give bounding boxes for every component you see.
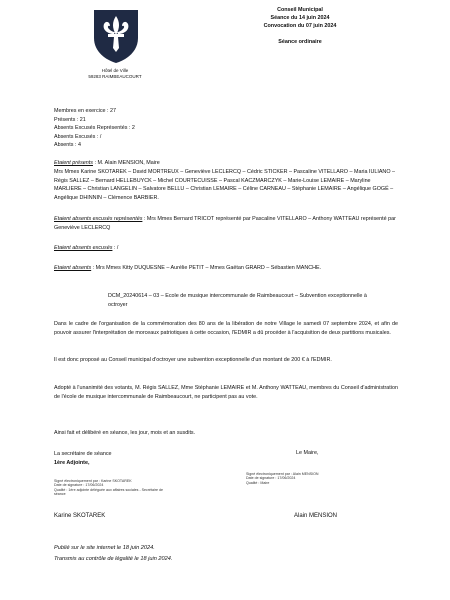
count-absent-excused: Absents Excusés : /	[54, 133, 102, 140]
absents-text: : Mrs Mmes Kitty DUQUESNE – Aurélie PETIT – Mmes Gaëtan GRARD – Sébastien MANCHE.	[91, 265, 322, 271]
absents-represented-label: Etaient absents excusés représentés	[54, 216, 143, 222]
absents-represented-section	[54, 215, 398, 233]
session-type: Séance ordinaire	[278, 39, 322, 45]
deliberation-subject: DCM_20240614 – 03 – Ecole de musique intercommunale de Raimbeaucourt – Subvention exceptionnelle à octroyer	[108, 293, 367, 308]
presents-mayor: : M. Alain MENSION, Maire	[92, 160, 160, 166]
meeting-header	[232, 6, 368, 46]
mayor-signed-date: Date de signature : 17/06/2024	[246, 476, 296, 481]
absents-excused-text: : /	[112, 245, 119, 251]
presents-list: Mrs Mmes Karine SKOTAREK – David MORTREUX – Geneviève LECLERCQ – Cédric STICKER – Pascaline VITELLARO – Maria IULIANO – Régis SALLEZ – Bernard HELLEBUYCK – Michel COURTECUISSE – Pascal KACZMARCZYK – Marie-Louise LEMAIRE – Maryline MARLIERE – Christian LANGELIN – Salvatore BELLU – Christian LEMAIRE – Céline CARNEAU – Stéphanie LEMAIRE – Angélique GOGÉ – Angélique DHINNIN – Clémence BARBIER.	[54, 168, 396, 202]
absents-represented-text: : Mrs Mmes Bernard TRICOT représenté par Pascaline VITELLARO – Anthony WATTEAU représenté par Geneviève LECLERCQ	[54, 216, 396, 231]
town-hall-label: Hôtel de Ville	[101, 68, 129, 73]
council-title: Conseil Municipal	[277, 7, 323, 13]
publication-footer	[54, 543, 172, 565]
logo-caption	[60, 68, 170, 80]
mayor-title: Le Maire,	[296, 450, 319, 456]
secretary-signature-block	[54, 450, 112, 467]
attendance-counts	[54, 107, 135, 150]
absents-excused-section	[54, 244, 398, 253]
town-crest-logo	[92, 8, 140, 64]
presents-label: Etaient présents	[54, 160, 93, 166]
secretary-title: La secrétaire de séance	[54, 451, 112, 457]
secretary-signed-date: Date de signature : 17/06/2024	[54, 483, 104, 488]
count-absent: Absents : 4	[54, 142, 81, 149]
session-date: Séance du 14 juin 2024	[270, 15, 330, 21]
absents-section	[54, 264, 398, 273]
count-absent-represented: Absents Excusés Représentés : 2	[54, 125, 135, 132]
count-present: Présents : 21	[54, 116, 86, 123]
absents-excused-label: Etaient absents excusés	[54, 245, 113, 251]
mayor-name: Alain MENSION	[294, 513, 338, 519]
secretary-signed-quality: Qualité : 1ère adjointe déléguée aux affaires sociales - Secrétaire de séance	[54, 487, 164, 497]
secretary-signed-by: Signé électroniquement par : Karine SKOTAREK	[54, 479, 132, 483]
presents-section	[54, 159, 398, 203]
convocation-date: Convocation du 07 juin 2024	[263, 23, 337, 29]
paragraph-vote: Adopté à l'unanimité des votants, M. Régis SALLEZ, Mme Stéphanie LEMAIRE et M. Anthony WATTEAU, membres du Conseil d'administration de l'école de musique intercommunale de Raimbeaucourt, ne participent pas au vote.	[54, 385, 398, 400]
paragraph-closing: Ainsi fait et délibéré en séance, les jour, mois et an susdits.	[54, 430, 196, 436]
paragraph-context: Dans le cadre de l'organisation de la commémoration des 80 ans de la libération de notre Village le samedi 07 septembre 2024, et afin de pouvoir assurer l'interprétation de morceaux patriotiques à cette occasion, l'EDMIR a dû procéder à l'acquisition de deux partitions musicales.	[54, 321, 398, 336]
absents-label: Etaient absents	[54, 265, 92, 271]
town-address-label: 59283 RAIMBEAUCOURT	[88, 74, 142, 79]
mayor-signed-by: Signé électroniquement par : Alain MENSION	[246, 472, 319, 476]
mayor-e-signature	[246, 472, 386, 485]
secretary-role: 1ère Adjointe,	[54, 459, 90, 466]
secretary-name: Karine SKOTAREK	[54, 513, 106, 519]
count-members: Membres en exercice : 27	[54, 108, 117, 114]
publication-line: Publié sur le site internet le 18 juin 2024.	[54, 545, 155, 551]
paragraph-proposal: Il est donc proposé au Conseil municipal d'octroyer une subvention exceptionnelle d'un montant de 200 € à l'EDMIR.	[54, 357, 332, 363]
legality-line: Transmis au contrôle de légalité le 18 juin 2024.	[54, 556, 173, 562]
secretary-e-signature	[54, 479, 174, 497]
mayor-signed-quality: Qualité : Maire	[246, 480, 270, 485]
